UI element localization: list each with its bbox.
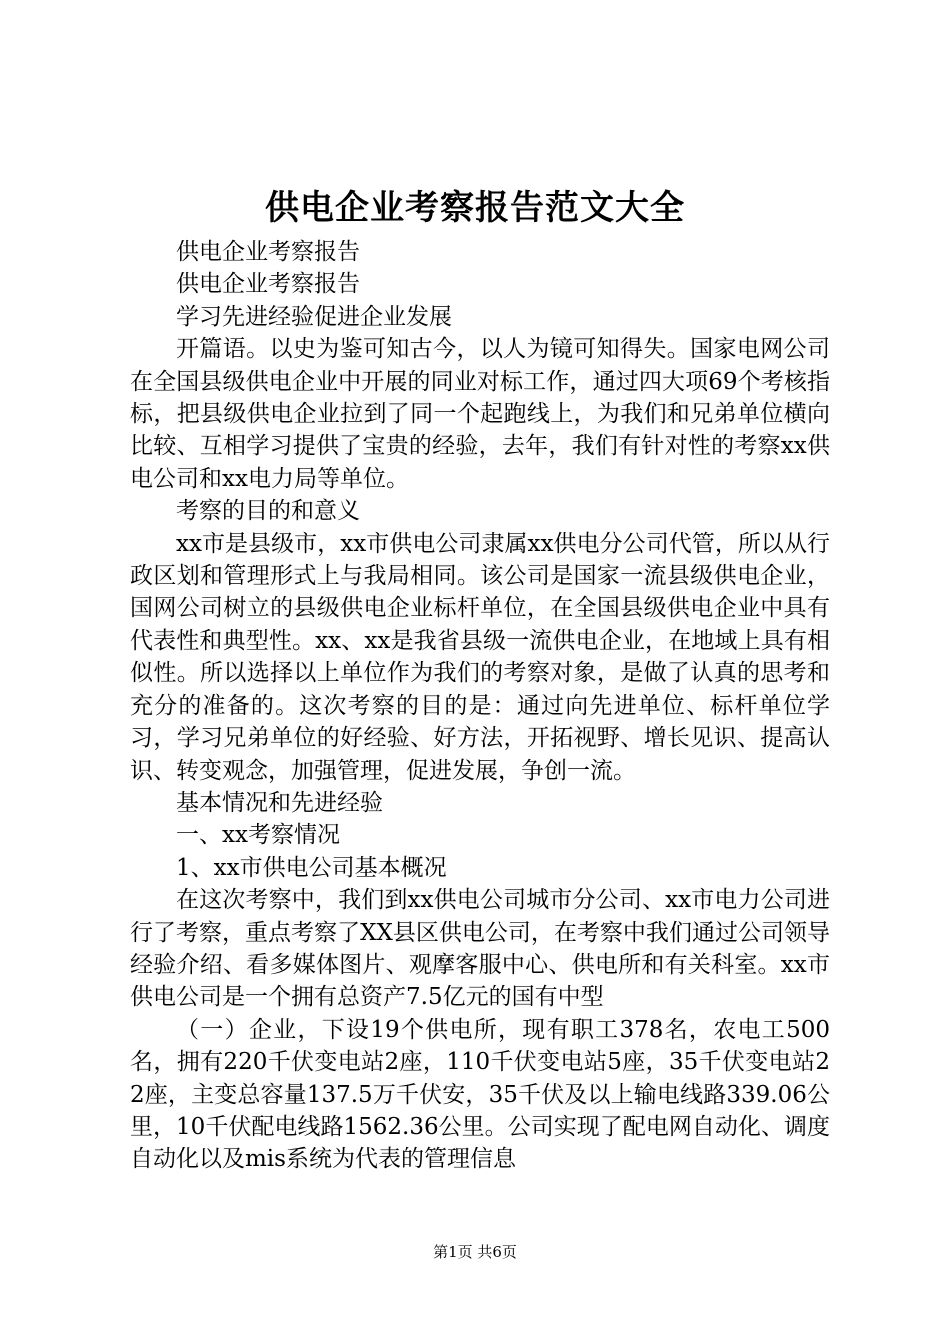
paragraph: 在这次考察中，我们到xx供电公司城市分公司、xx市电力公司进行了考察，重点考察了XX县区供电公司，在考察中我们通过公司领导经验介绍、看多媒体图片、观摩客服中心、供电所和有关科室。xx市供电公司是一个拥有总资产7.5亿元的国有中型 xyxy=(130,887,830,1011)
page-number-footer: 第1页 共6页 xyxy=(433,1243,517,1261)
document-title: 供电企业考察报告范文大全 xyxy=(265,188,685,228)
section-heading: 考察的目的和意义 xyxy=(176,498,360,525)
paragraph: 学习先进经验促进企业发展 xyxy=(176,303,452,330)
section-heading: 基本情况和先进经验 xyxy=(176,789,383,816)
paragraph: （一）企业，下设19个供电所，现有职工378名，农电工500名，拥有220千伏变电站2座，110千伏变电站5座，35千伏变电站22座，主变总容量137.5万千伏安，35千伏及以上输电线路339.06公里，10千伏配电线路1562.36公里。公司实现了配电网自动化、调度自动化以及mis系统为代表的管理信息 xyxy=(130,1016,830,1173)
paragraph: xx市是县级市，xx市供电公司隶属xx供电分公司代管，所以从行政区划和管理形式上与我局相同。该公司是国家一流县级供电企业，国网公司树立的县级供电企业标杆单位，在全国县级供电企业中具有代表性和典型性。xx、xx是我省县级一流供电企业，在地域上具有相似性。所以选择以上单位作为我们的考察对象，是做了认真的思考和充分的准备的。这次考察的目的是：通过向先进单位、标杆单位学习，学习兄弟单位的好经验、好方法，开拓视野、增长见识、提高认识、转变观念，加强管理，促进发展，争创一流。 xyxy=(130,530,830,784)
paragraph: 开篇语。以史为鉴可知古今，以人为镜可知得失。国家电网公司在全国县级供电企业中开展的同业对标工作，通过四大项69个考核指标，把县级供电企业拉到了同一个起跑线上，为我们和兄弟单位横向比较、互相学习提供了宝贵的经验，去年，我们有针对性的考察xx供电公司和xx电力局等单位。 xyxy=(130,336,830,492)
subsection-heading: 1、xx市供电公司基本概况 xyxy=(176,854,447,881)
paragraph: 供电企业考察报告 xyxy=(176,271,360,298)
document-body xyxy=(130,236,830,1176)
subsection-heading: 一、xx考察情况 xyxy=(176,822,340,849)
paragraph: 供电企业考察报告 xyxy=(176,239,360,265)
